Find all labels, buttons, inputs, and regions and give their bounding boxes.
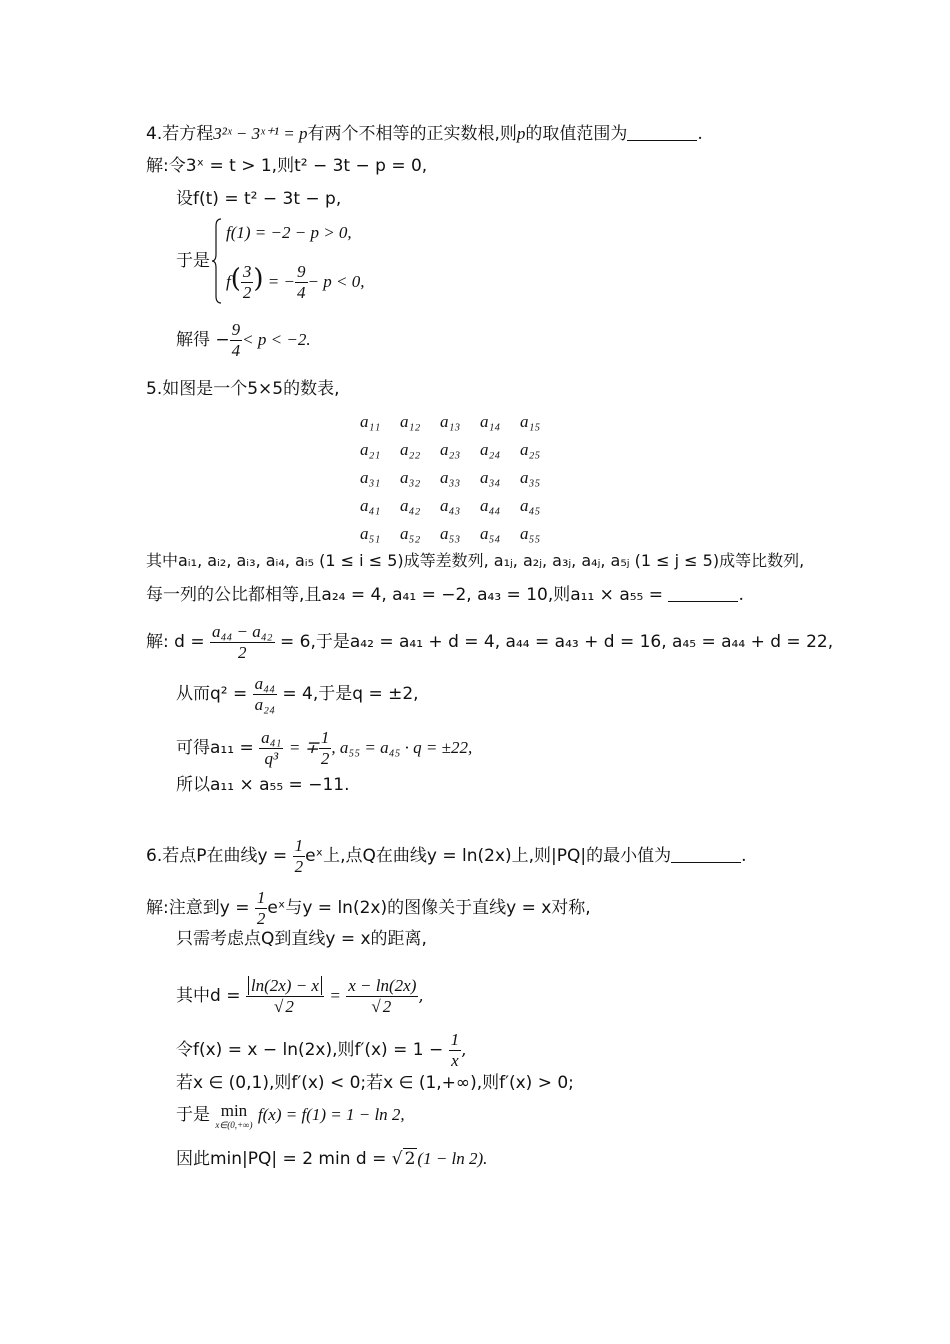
p5-sol-line3: 可得a₁₁ = $\frac{\text{a₄₁}}{\text{q³}}$ = ∓ $\frac{1}{2}$ , a₅₅ = a₄₅ · q = ±22, [176,728,473,768]
p4-sys1: f(1) = −2 − p > 0, [226,223,352,242]
number-table [360,408,560,548]
fraction: $\frac{\text{a₄₄ − a₄₂}}{2}$ [211,622,273,662]
cell: a₄₁ [360,496,381,515]
p6-sol-line2: 只需考虑点Q到直线y = x的距离, [176,929,427,949]
cell: a₃₂ [400,468,421,487]
p4-result: 解得 − $\frac{9}{4}$ < p < −2. [176,320,311,360]
fraction: $\frac{\text{a₄₄}}{\text{a₂₄}}$ [254,674,275,714]
p6-sol-line4: 令f(x) = x − ln(2x),则f′(x) = 1 − $\frac{1}{x}$ , [176,1030,467,1070]
cell: a₃₁ [360,468,381,487]
p4-q-suffix: 的取值范围为 [525,124,628,144]
p5-sol-line1: 解: d = $\frac{\text{a₄₄ − a₄₂}}{2}$ = 6,于是a₄₂ = a₄₁ + d = 4, a₄₄ = a₄₃ + d = 16, a₄₅ = a₄₄ + d = 22, [146,622,834,662]
fraction: $\frac{1}{2}$ [320,728,330,768]
p4-question: 4.若方程3²ˣ − 3ˣ⁺¹ = p有两个不相等的正实数根,则p的取值范围为 . [146,124,703,144]
p5-intro: 5.如图是一个5×5的数表, [146,379,340,399]
p5-final: 所以a₁₁ × a₅₅ = −11. [176,775,350,795]
fraction: $\frac{9}{4}$ [231,320,241,360]
p6-sol-line6: 于是 min x∈(0,+∞) f(x) = f(1) = 1 − ln 2, [176,1101,405,1130]
min-operator: min x∈(0,+∞) [215,1101,253,1130]
answer-blank [668,585,738,602]
p5-cond-line2: 每一列的公比都相等,且a₂₄ = 4, a₄₁ = −2, a₄₃ = 10,则a₁₁ × a₅₅ = . [146,585,744,605]
p6-sol-line3: 其中d = $\frac{\ln(2x) - x}{√ 2}$ = $\frac{x - \ln(2x)}{√ 2}$ , [176,976,424,1016]
p6-question: 6.若点P在曲线y = $\frac{1}{2}$ eˣ上,点Q在曲线y = ln(2x)上,则|PQ|的最小值为 . [146,836,747,876]
cell: a₂₄ [480,440,501,459]
cell: a₅₄ [480,524,501,543]
fraction: $\frac{1}{2}$ [256,888,266,928]
p4-sol-line1: 解:令3ˣ = t > 1,则t² − 3t − p = 0, [146,156,428,176]
p4-q-expr: 3²ˣ − 3ˣ⁺¹ = p [213,124,308,143]
p4-sol-line2: 设f(t) = t² − 3t − p, [176,189,342,209]
cell: a₁₃ [440,412,461,431]
cell: a₅₁ [360,524,381,543]
p4-sys-label: 于是 [176,251,210,271]
cell: a₂₃ [440,440,461,459]
p4-q-prefix: 4.若方程 [146,124,214,144]
fraction: $\frac{\ln(2x) - x}{√ 2}$ [246,976,324,1017]
p4-q-mid: 有两个不相等的正实数根,则 [307,124,517,144]
cell: a₄₃ [440,496,461,515]
cell: a₅₅ [520,524,541,543]
fraction: $\frac{\text{a₄₁}}{\text{q³}}$ [261,728,282,768]
p4-q-var: p [516,124,526,143]
p5-cond-line1: 其中aᵢ₁, aᵢ₂, aᵢ₃, aᵢ₄, aᵢ₅ (1 ≤ i ≤ 5)成等差数列, a₁ⱼ, a₂ⱼ, a₃ⱼ, a₄ⱼ, a₅ⱼ (1 ≤ j ≤ 5)成等比数列, [146,551,805,570]
cell: a₄₂ [400,496,421,515]
answer-blank [671,846,741,863]
p4-sys2: f( $\frac{3}{2}$ ) = − $\frac{9}{4}$ − p < 0, [226,262,365,302]
cell: a₃₃ [440,468,461,487]
fraction: $\frac{1}{2}$ [294,836,304,876]
cell: a₄₄ [480,496,501,515]
cell: a₅₂ [400,524,421,543]
cell: a₃₄ [480,468,501,487]
fraction: $\frac{3}{2}$ [242,262,252,302]
cell: a₁₅ [520,412,541,431]
cell: a₂₂ [400,440,421,459]
cell: a₁₁ [360,412,381,431]
cell: a₃₅ [520,468,541,487]
fraction: $\frac{9}{4}$ [297,262,306,302]
cell: a₅₃ [440,524,461,543]
cell: a₂₁ [360,440,381,459]
cell: a₂₅ [520,440,541,459]
p6-sol-line1: 解:注意到y = $\frac{1}{2}$ eˣ与y = ln(2x)的图像关于直线y = x对称, [146,888,591,928]
p6-sol-line5: 若x ∈ (0,1),则f′(x) < 0;若x ∈ (1,+∞),则f′(x) > 0; [176,1073,574,1093]
cell: a₁₂ [400,412,421,431]
fraction: $\frac{1}{x}$ [450,1030,460,1070]
brace-icon [212,218,222,304]
p6-sol-line7: 因此min|PQ| = 2 min d = √ 2 (1 − ln 2). [176,1149,488,1169]
cell: a₄₅ [520,496,541,515]
p5-sol-line2: 从而q² = $\frac{\text{a₄₄}}{\text{a₂₄}}$ = 4,于是q = ±2, [176,674,419,714]
answer-blank [627,124,697,141]
fraction: $\frac{x - \ln(2x)}{√ 2}$ [348,976,417,1016]
cell: a₁₄ [480,412,501,431]
